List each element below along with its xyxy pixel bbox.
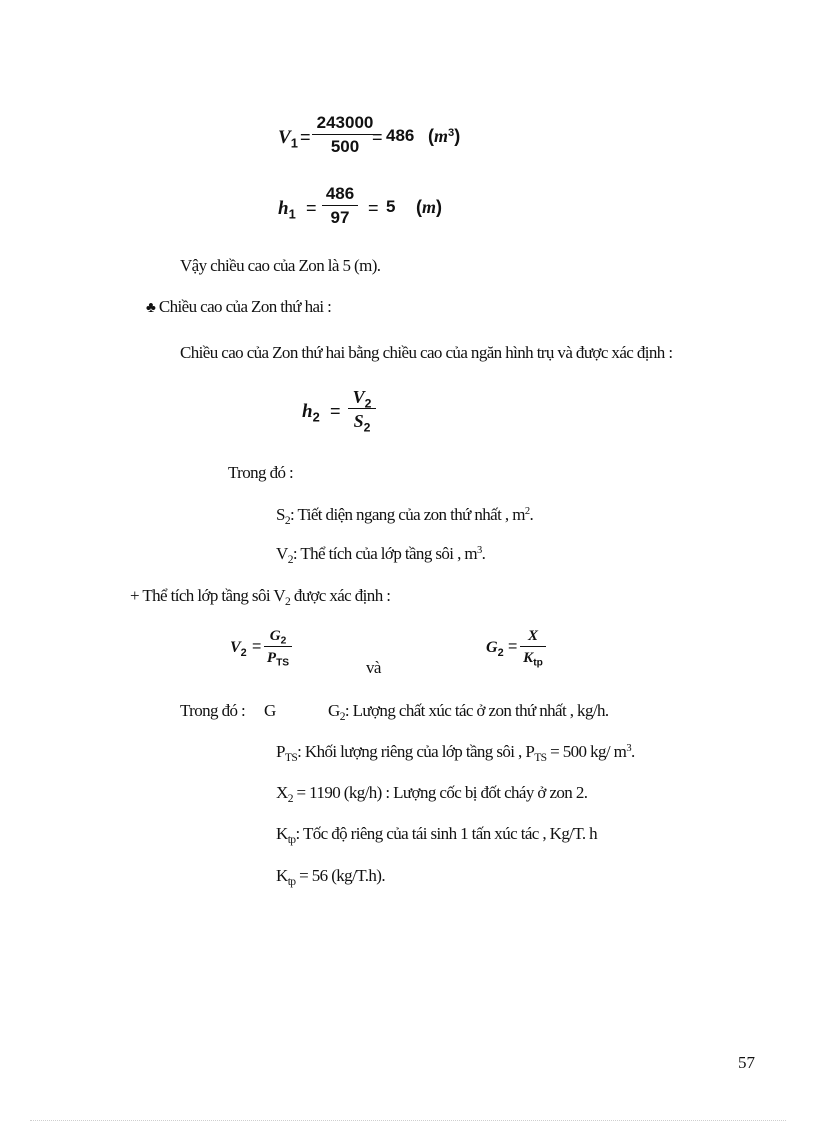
section-intro: Chiều cao của Zon thứ hai bằng chiều cao của ngăn hình trụ và được xác định : xyxy=(180,343,673,362)
page-bottom-divider xyxy=(30,1120,786,1121)
volume-heading: + Thể tích lớp tầng sôi $V_2$ được xác định : xyxy=(130,586,391,609)
section-heading: ♣ Chiều cao của Zon thứ hai : xyxy=(146,297,332,316)
equation-h1: $h_1$ = 486 97 = 5 (m) xyxy=(278,184,443,227)
definition-s2: $S_2$: Tiết diện ngang của zon thứ nhất , $m^2$. xyxy=(276,505,534,528)
definition-g2: $G_2$: Lượng chất xúc tác ở zon thứ nhất , kg/h. xyxy=(328,701,609,724)
fraction: $G_2$ $P_{TS}$ xyxy=(264,626,292,667)
fraction: $V_2$ $S_2$ xyxy=(348,386,376,431)
club-bullet-icon: ♣ xyxy=(146,300,156,316)
definition-x2: $X_2 = 1190$ (kg/h) : Lượng cốc bị đốt cháy ở zon 2. xyxy=(276,783,588,806)
definition-v2: $V_2$: Thể tích của lớp tầng sôi , $m^3$. xyxy=(276,544,486,567)
fraction: 486 97 xyxy=(322,183,358,228)
fraction: X $K_{tp}$ xyxy=(520,626,546,667)
and-word: và xyxy=(366,658,381,677)
equation-v2: $V_2$ = $G_2$ $P_{TS}$ xyxy=(230,626,310,676)
definition-ktp-value: $K_{tp} = 56$ (kg/T.h). xyxy=(276,866,385,889)
where-label-2: Trong đó : xyxy=(180,701,246,720)
where-label: Trong đó : xyxy=(228,463,294,482)
fraction: 243000 500 xyxy=(312,112,378,157)
stray-symbol: G xyxy=(264,701,276,720)
page-number: 57 xyxy=(738,1053,755,1072)
conclusion-text: Vậy chiều cao của Zon là 5 (m). xyxy=(180,256,381,275)
equation-h2: $h_2$ = $V_2$ $S_2$ xyxy=(302,386,392,442)
definition-ktp: $K_{tp}$: Tốc độ riêng của tái sinh 1 tấn xúc tác , Kg/T. h xyxy=(276,824,598,847)
equation-g2: $G_2$ = X $K_{tp}$ xyxy=(486,626,566,676)
definition-pts: $P_{TS}$: Khối lượng riêng của lớp tầng sôi , $P_{TS} = 500$ kg/ $m^3$. xyxy=(276,742,635,765)
equation-v1: $V_1$ = 243000 500 = 486 $(m^3)$ xyxy=(278,113,461,156)
